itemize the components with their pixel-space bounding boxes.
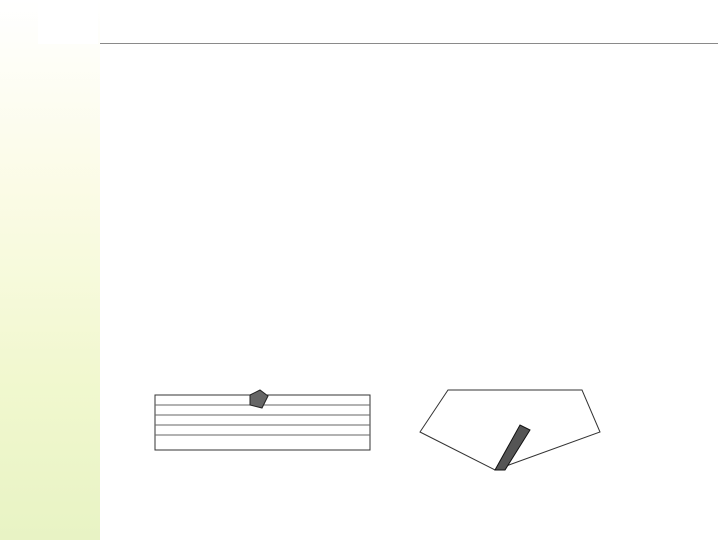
- header-divider: [100, 43, 718, 44]
- number-tab: [38, 2, 98, 44]
- insolation-diagram: [100, 140, 660, 520]
- fig-70-diagram: [420, 390, 600, 470]
- slide-number: [2, 6, 42, 40]
- fig-69-diagram: [155, 390, 370, 450]
- insolation-figure: [100, 140, 660, 520]
- sidebar-gradient: [0, 0, 100, 540]
